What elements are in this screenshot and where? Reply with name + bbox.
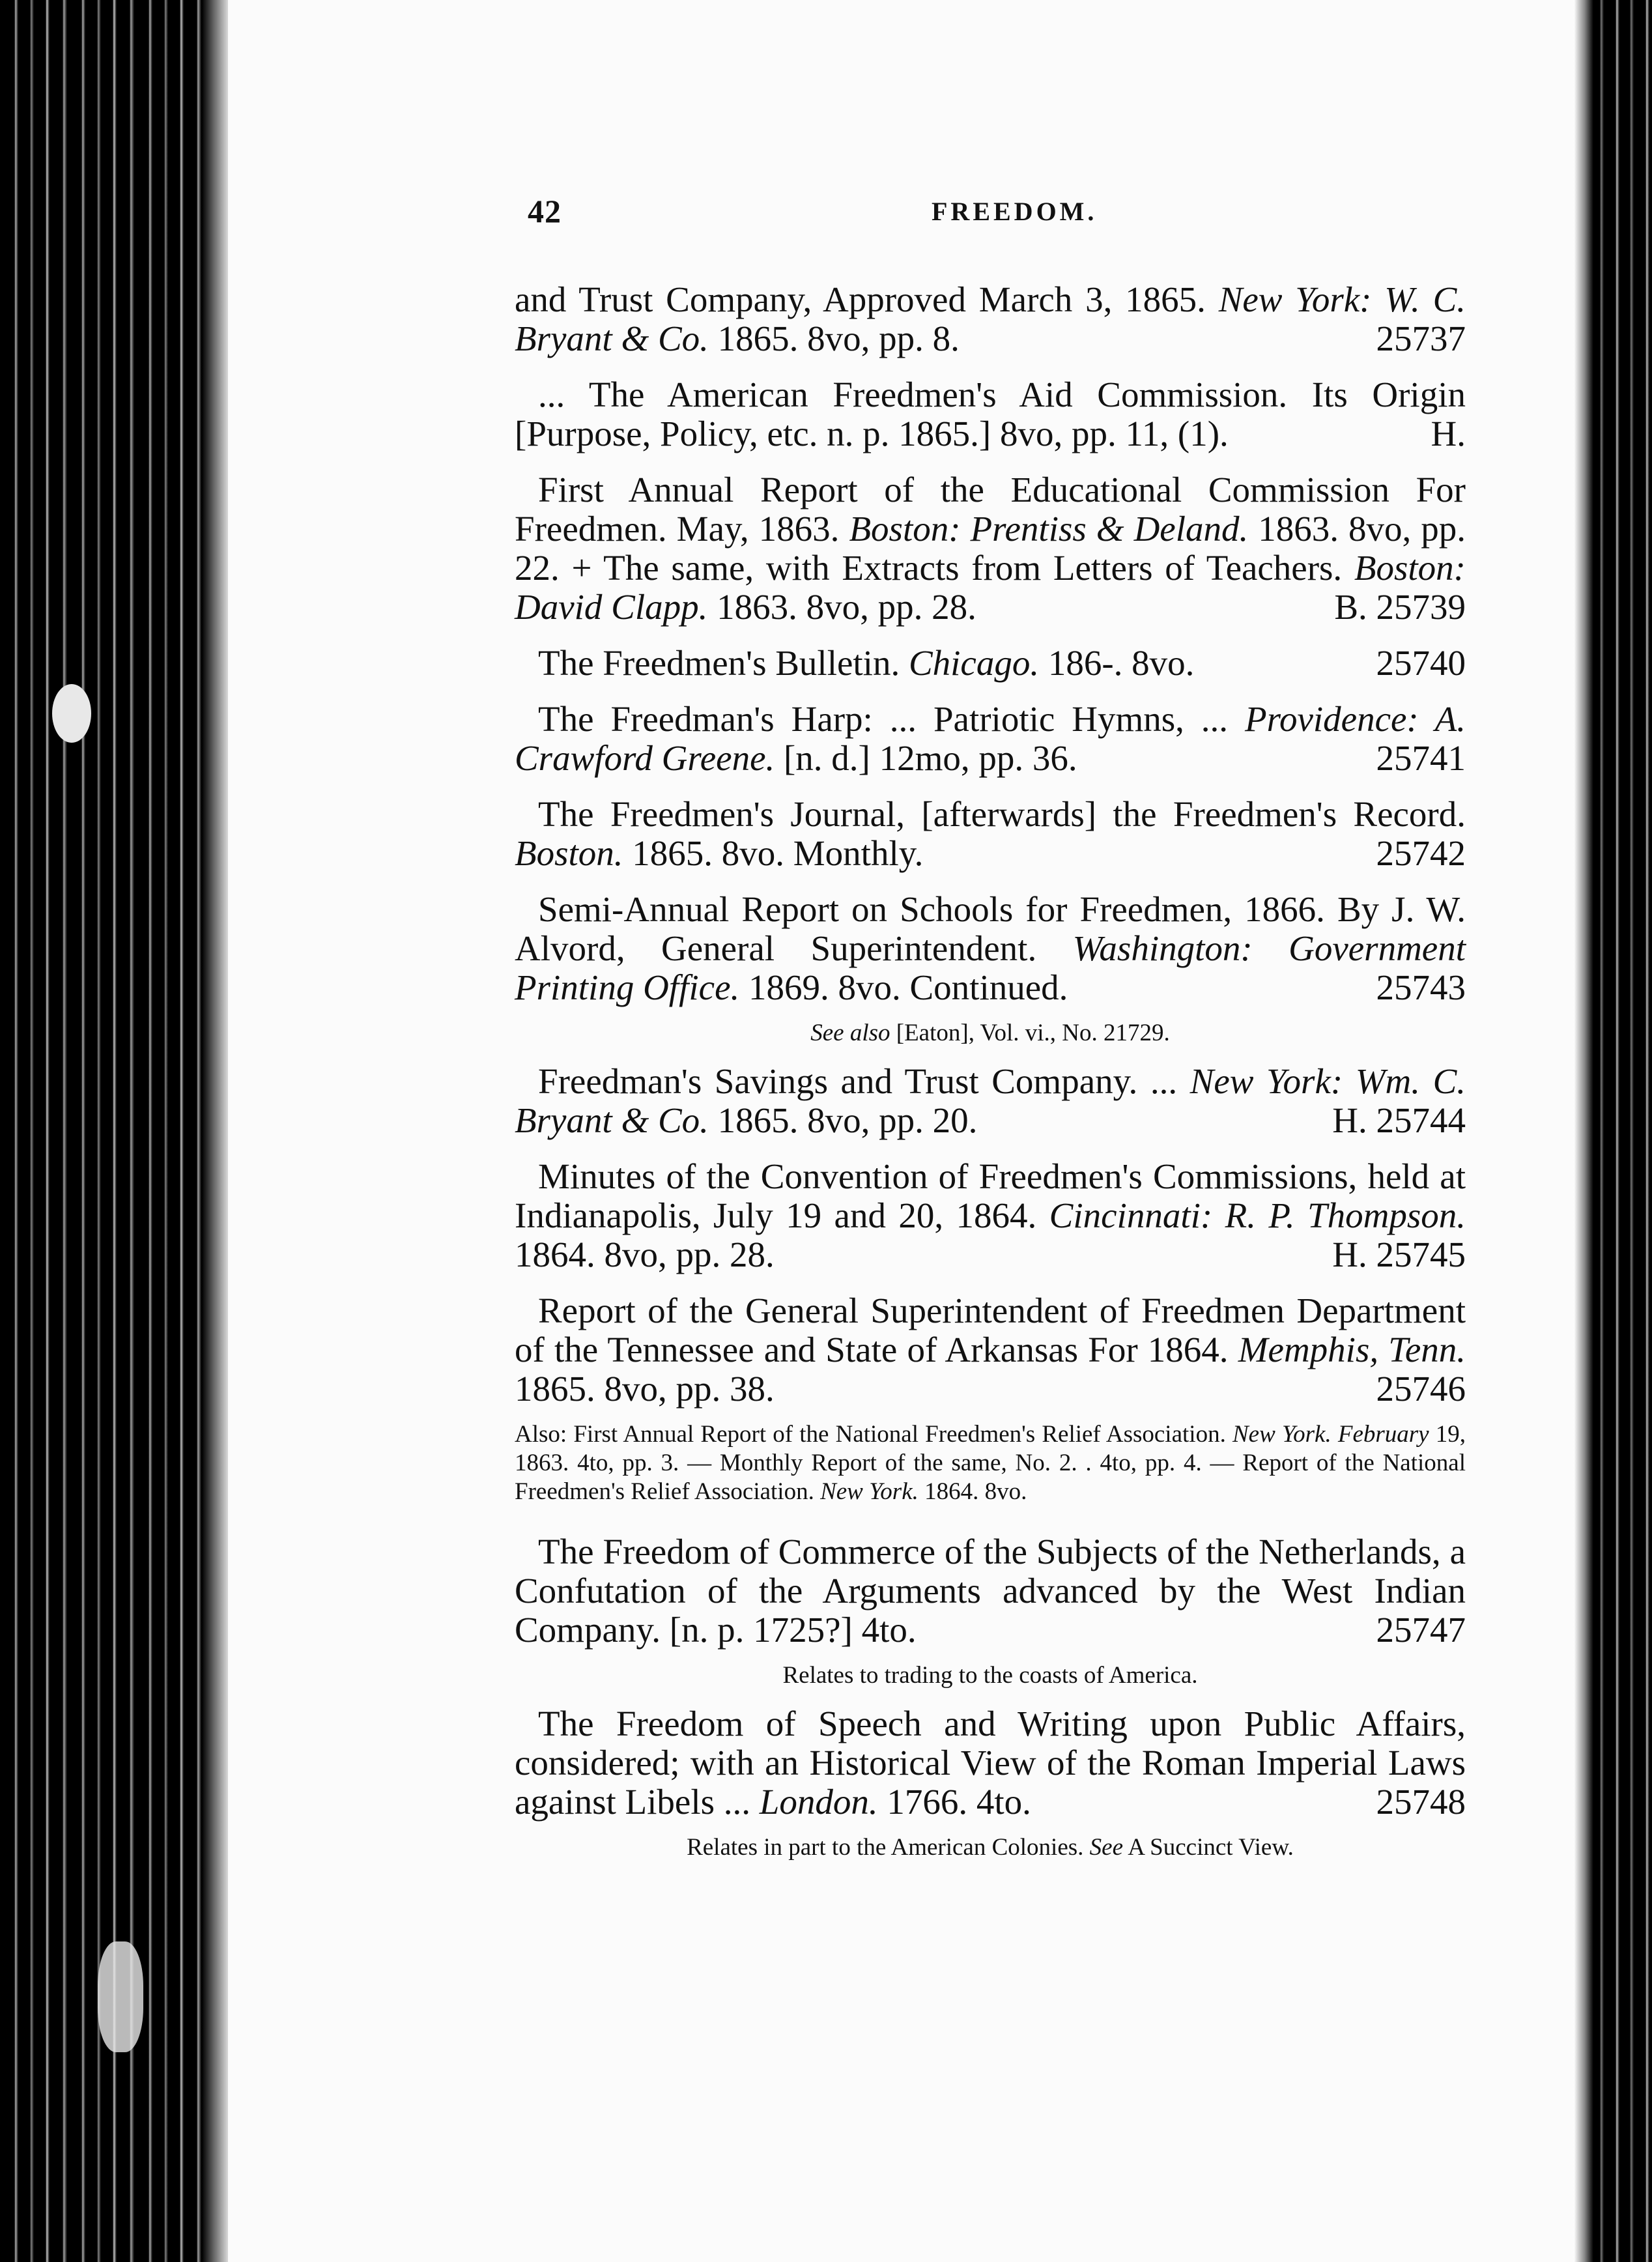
entry-number: 25737 bbox=[1376, 319, 1466, 358]
entry-25745: Minutes of the Convention of Freedmen's Commissions, held at Indianapolis, July 19 and 20, 1864. Cincinnati: R. P. Thompson. 1864. 8vo, pp. 28. H. 25745 bbox=[515, 1156, 1466, 1274]
entry-note: See also [Eaton], Vol. vi., No. 21729. bbox=[810, 1020, 1170, 1046]
paper-blemish bbox=[52, 684, 91, 743]
entry-25741: The Freedman's Harp: ... Patriotic Hymns, ... Providence: A. Crawford Greene. [n. d.] 12mo, pp. 36. 25741 bbox=[515, 699, 1466, 778]
entry-note: Relates to trading to the coasts of America. bbox=[782, 1662, 1198, 1689]
entry-number: 25746 bbox=[1376, 1369, 1466, 1409]
entry-also-note: Also: First Annual Report of the National Freedmen's Relief Association. New York. February 19, 1863. 4to, pp. 3. — Monthly Report of the same, No. 2. . 4to, pp. 4. — Report of the National Freedmen's Relief Association. New York. 1864. 8vo. bbox=[515, 1421, 1466, 1505]
entry-number: H. bbox=[1431, 414, 1466, 453]
entry-25739: First Annual Report of the Educational Commission For Freedmen. May, 1863. Boston: Prentiss & Deland. 1863. 8vo, pp. 22. + The same, with Extracts from Letters of Teachers. Boston: David Clapp. 1863. 8vo, pp. 28. B. 25739 bbox=[515, 470, 1466, 627]
left-binding-edge bbox=[0, 0, 228, 2262]
entry-number: 25748 bbox=[1376, 1782, 1466, 1822]
entry-number: H. 25745 bbox=[1332, 1235, 1466, 1274]
entry-number: 25747 bbox=[1376, 1610, 1466, 1650]
entry-25747: The Freedom of Commerce of the Subjects of the Netherlands, a Confutation of the Arguments advanced by the West Indian Company. [n. p. 1725?] 4to. 25747 bbox=[515, 1532, 1466, 1650]
entry-freedmens-aid-commission: ... The American Freedmen's Aid Commission. Its Origin [Purpose, Policy, etc. n. p. 1865.] 8vo, pp. 11, (1). H. bbox=[515, 375, 1466, 453]
entry-number: H. 25744 bbox=[1332, 1100, 1466, 1140]
entry-note: Relates in part to the American Colonies. See A Succinct View. bbox=[687, 1834, 1294, 1861]
running-title: FREEDOM. bbox=[932, 197, 1098, 226]
page-header bbox=[528, 192, 1652, 238]
entry-25743: Semi-Annual Report on Schools for Freedmen, 1866. By J. W. Alvord, General Superintendent. Washington: Government Printing Office. 1869. 8vo. Continued. 25743 bbox=[515, 889, 1466, 1007]
catalog-entries bbox=[515, 280, 1466, 1876]
entry-number: 25740 bbox=[1376, 643, 1466, 683]
entry-25740: The Freedmen's Bulletin. Chicago. 186-. 8vo. 25740 bbox=[515, 644, 1466, 683]
entry-25746: Report of the General Superintendent of Freedmen Department of the Tennessee and State of Arkansas For 1864. Memphis, Tenn. 1865. 8vo, pp. 38. 25746 bbox=[515, 1291, 1466, 1409]
entry-25742: The Freedmen's Journal, [afterwards] the Freedmen's Record. Boston. 1865. 8vo. Monthly. 25742 bbox=[515, 794, 1466, 873]
paper-blemish bbox=[98, 1941, 143, 2052]
entry-25748: The Freedom of Speech and Writing upon Public Affairs, considered; with an Historical View of the Roman Imperial Laws against Libels ... London. 1766. 4to. 25748 bbox=[515, 1704, 1466, 1822]
right-binding-edge bbox=[1574, 0, 1652, 2262]
entry-25737: and Trust Company, Approved March 3, 1865. New York: W. C. Bryant & Co. 1865. 8vo, pp. 8. 25737 bbox=[515, 279, 1466, 358]
entry-number: 25742 bbox=[1376, 833, 1466, 873]
page-number: 42 bbox=[528, 193, 562, 229]
entry-number: 25743 bbox=[1376, 967, 1466, 1007]
entry-number: B. 25739 bbox=[1334, 587, 1466, 627]
entry-number: 25741 bbox=[1376, 738, 1466, 778]
entry-25744: Freedman's Savings and Trust Company. ... New York: Wm. C. Bryant & Co. 1865. 8vo, pp. 20. H. 25744 bbox=[515, 1061, 1466, 1140]
